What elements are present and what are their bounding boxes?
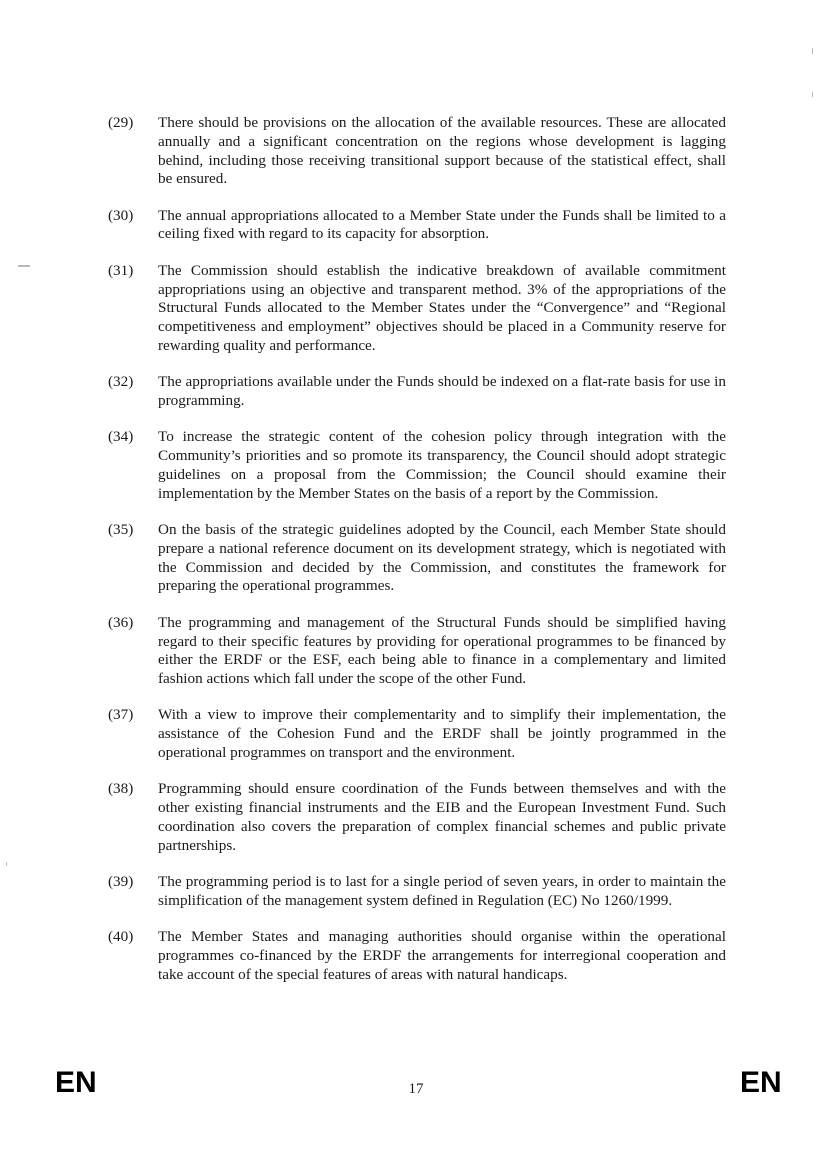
recital-item xyxy=(108,780,726,855)
recital-text: The programming and management of the Structural Funds should be simplified having regard to their specific features by providing for operational programmes to be financed by either the ERDF or the ESF, each being able to finance in a complementary and limited fashion actions which fall under the scope of the other Fund. xyxy=(158,613,726,688)
recital-text: Programming should ensure coordination of the Funds between themselves and with the other existing financial instruments and the EIB and the European Investment Fund. Such coordination also covers the preparation of complex financial schemes and public private partnerships. xyxy=(158,780,726,854)
recital-text: On the basis of the strategic guidelines adopted by the Council, each Member State should prepare a national reference document on its development strategy, which is negotiated with the Commission and decided by the Commission, and constitutes the framework for preparing the operational programmes. xyxy=(158,521,726,595)
scan-artifact xyxy=(812,92,813,97)
recital-text: With a view to improve their complementarity and to simplify their implementation, the assistance of the Cohesion Fund and the ERDF shall be jointly programmed in the operational programmes on transport and the environment. xyxy=(158,706,726,762)
recital-text: The annual appropriations allocated to a Member State under the Funds shall be limited to a ceiling fixed with regard to its capacity for absorption. xyxy=(158,206,726,243)
scan-artifact xyxy=(18,265,30,267)
recital-text: To increase the strategic content of the cohesion policy through integration with the Community’s priorities and so promote its transparency, the Council should adopt strategic guidelines on a proposal from the Commission; the Council should examine their implementation by the Member States on the basis of a report by the Commission. xyxy=(158,428,726,502)
recital-number: (38) xyxy=(108,780,134,798)
footer-language-code-left: EN xyxy=(55,1066,97,1099)
recital-item xyxy=(108,262,726,356)
scan-artifact xyxy=(812,48,813,54)
recital-item xyxy=(108,706,726,762)
recital-number: (35) xyxy=(108,521,134,539)
recital-item xyxy=(108,873,726,911)
recital-item xyxy=(108,614,726,689)
recitals-list xyxy=(108,114,726,1002)
recital-text: The appropriations available under the Funds should be indexed on a flat-rate basis for use in programming. xyxy=(158,373,726,410)
recital-text: There should be provisions on the allocation of the available resources. These are allocated annually and a significant concentration on the regions whose development is lagging behind, including those receiving transitional support because of the statistical effect, shall be ensured. xyxy=(158,114,726,188)
recital-item xyxy=(108,428,726,503)
recital-item xyxy=(108,928,726,984)
recital-item xyxy=(108,373,726,411)
recital-number: (40) xyxy=(108,928,134,946)
recital-item xyxy=(108,521,726,596)
recital-item xyxy=(108,114,726,189)
recital-number: (37) xyxy=(108,706,134,724)
recital-number: (30) xyxy=(108,206,134,224)
recital-number: (39) xyxy=(108,873,134,890)
recital-text: The Member States and managing authorities should organise within the operational programmes co-financed by the ERDF the arrangements for interregional cooperation and take account of the special features of areas with natural handicaps. xyxy=(158,928,726,983)
recital-number: (34) xyxy=(108,428,134,446)
page-number: 17 xyxy=(408,1081,424,1097)
recital-number: (31) xyxy=(108,261,134,279)
recital-number: (29) xyxy=(108,114,134,131)
scan-artifact xyxy=(6,862,7,866)
footer-language-code-right: EN xyxy=(740,1066,782,1099)
recital-number: (36) xyxy=(108,613,134,631)
recital-text: The Commission should establish the indicative breakdown of available commitment appropriations using an objective and transparent method. 3% of the appropriations of the Structural Funds allocated to the Member States under the “Convergence” and “Regional competitiveness and employment” objectives should be placed in a Community reserve for rewarding quality and performance. xyxy=(158,261,726,354)
recital-item xyxy=(108,207,726,245)
recital-text: The programming period is to last for a single period of seven years, in order to maintain the simplification of the management system defined in Regulation (EC) No 1260/1999. xyxy=(158,873,726,909)
recital-number: (32) xyxy=(108,373,134,391)
